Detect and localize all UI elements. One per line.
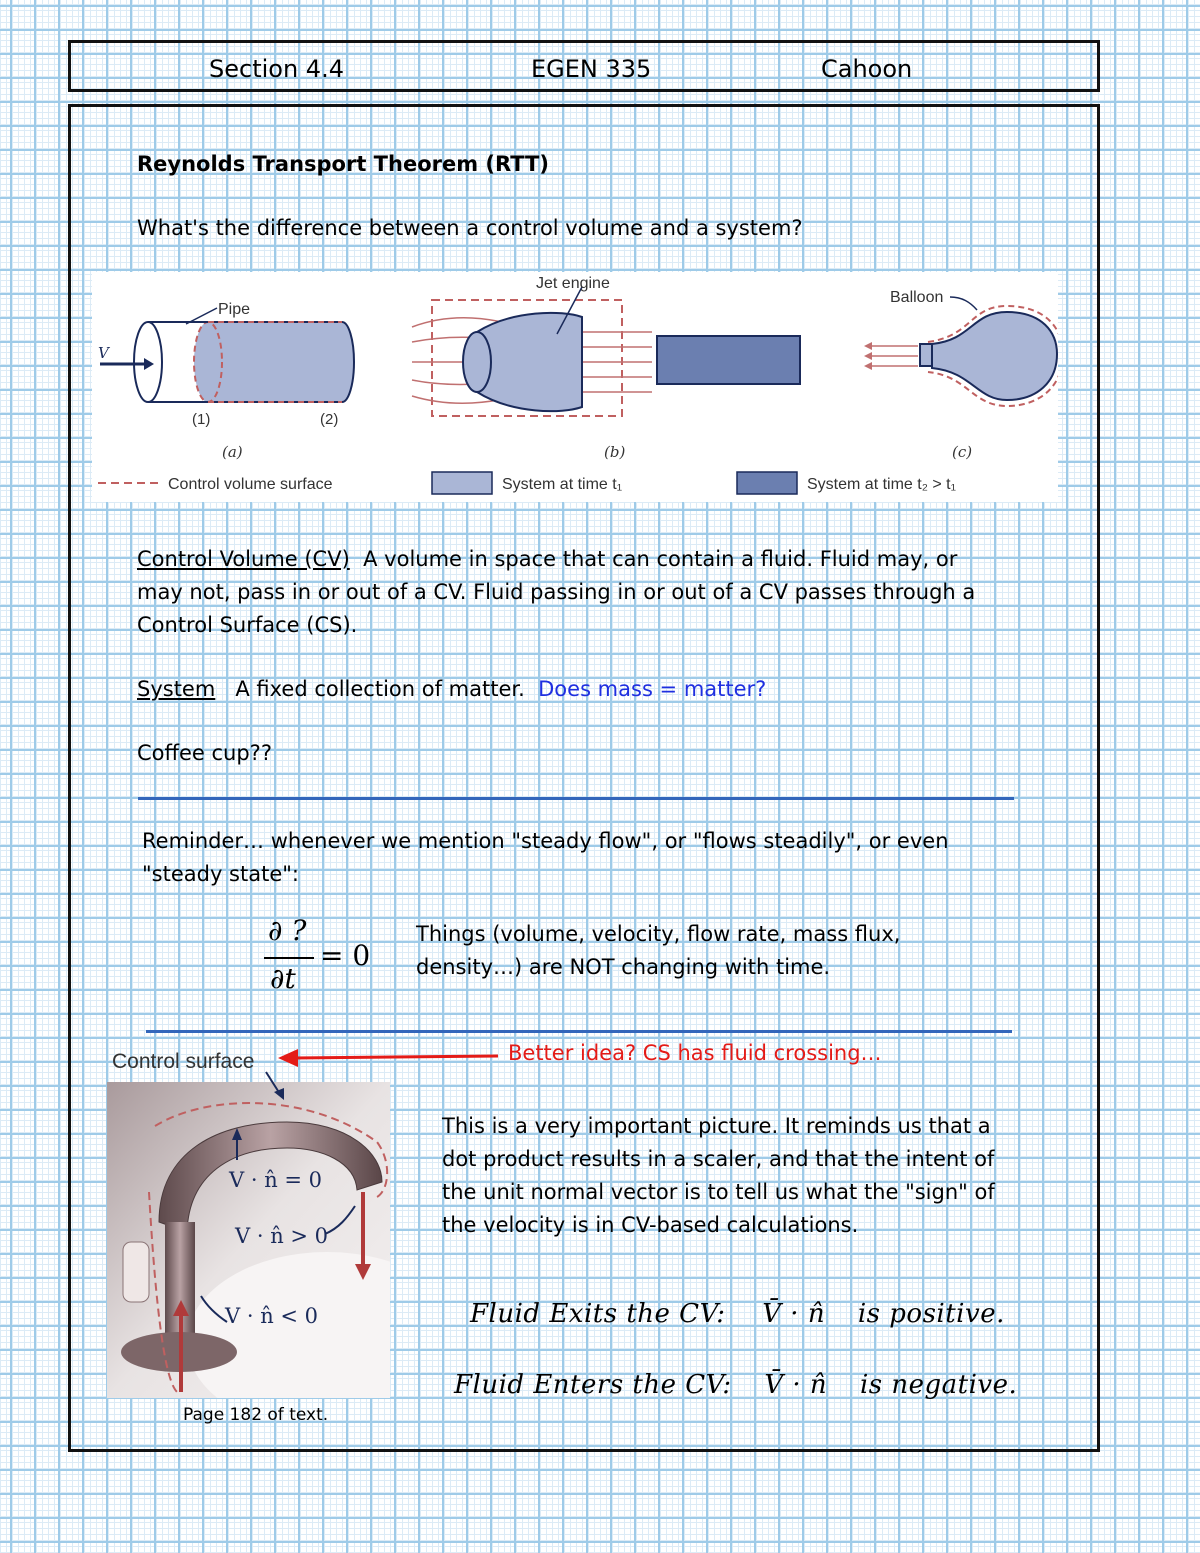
cv-line-3: Control Surface (CS).	[137, 613, 358, 637]
important-line-3: the unit normal vector is to tell us what the "sign" of	[442, 1180, 995, 1204]
page-reference: Page 182 of text.	[183, 1405, 329, 1425]
things-line-2: density…) are NOT changing with time.	[416, 955, 831, 979]
cv-line-1	[137, 543, 1017, 576]
caption-b: (b)	[604, 443, 626, 461]
system-question: Does mass = matter?	[538, 677, 767, 701]
header-section: Section 4.4	[209, 55, 344, 83]
pipe-label: Pipe	[218, 301, 251, 318]
reminder-line-2: "steady state":	[142, 862, 299, 886]
exits-expr: V̄ · n̂	[762, 1299, 826, 1329]
better-idea-arrow	[276, 1043, 506, 1073]
cv-term: Control Volume (CV)	[137, 547, 350, 571]
important-line-1: This is a very important picture. It reminds us that a	[442, 1114, 991, 1138]
pipe-drawing	[100, 308, 354, 402]
control-surface-label: Control surface	[112, 1050, 255, 1073]
divider-1	[138, 797, 1014, 800]
cv-definition	[137, 543, 1017, 642]
cv-line-2: may not, pass in or out of a CV. Fluid passing in or out of a CV passes through a	[137, 580, 976, 604]
exits-text: Fluid Exits the CV:	[470, 1299, 726, 1329]
faucet-photo	[107, 1082, 390, 1398]
system-definition	[137, 673, 766, 706]
eq-denominator: ∂t	[270, 962, 296, 995]
steady-equation	[262, 912, 382, 1002]
balloon-label: Balloon	[890, 289, 944, 306]
caption-a: (a)	[222, 443, 243, 461]
system-text: A fixed collection of matter.	[235, 677, 525, 701]
pos2-label: (2)	[320, 411, 339, 428]
jet-engine-label: Jet engine	[536, 275, 610, 292]
vn-negative-label: V · n̂ < 0	[225, 1304, 319, 1328]
vn-positive-label: V · n̂ > 0	[235, 1224, 329, 1248]
legend-t2-swatch	[737, 472, 797, 494]
eq-rhs: = 0	[320, 939, 371, 972]
system-term: System	[137, 677, 216, 701]
important-line-2: dot product results in a scaler, and that the intent of	[442, 1147, 995, 1171]
page-title: Reynolds Transport Theorem (RTT)	[137, 152, 549, 176]
important-text	[442, 1110, 995, 1242]
balloon-drawing	[864, 297, 1058, 406]
enters-text: Fluid Enters the CV:	[454, 1370, 732, 1400]
cv-text-1: A volume in space that can contain a fluid. Fluid may, or	[363, 547, 958, 571]
header-author: Cahoon	[821, 55, 913, 83]
eq-numerator: ∂ ?	[268, 914, 307, 947]
exits-statement	[470, 1299, 1005, 1329]
caption-c: (c)	[952, 443, 973, 461]
cv-system-diagram	[92, 272, 1058, 502]
legend-t2-label: System at time t₂ > t₁	[807, 476, 956, 493]
coffee-cup: Coffee cup??	[137, 741, 272, 765]
important-line-4: the velocity is in CV-based calculations.	[442, 1213, 859, 1237]
enters-statement	[454, 1370, 1017, 1400]
vn-zero-label: V · n̂ = 0	[229, 1168, 323, 1192]
things-line-1: Things (volume, velocity, flow rate, mass flux,	[416, 922, 901, 946]
exits-result: is positive.	[857, 1299, 1005, 1329]
legend-t1-swatch	[432, 472, 492, 494]
pos1-label: (1)	[192, 411, 211, 428]
intro-question: What's the difference between a control volume and a system?	[137, 216, 803, 240]
eq-fraction-bar	[264, 957, 314, 959]
v-label: V	[98, 344, 109, 362]
enters-expr: V̄ · n̂	[764, 1370, 828, 1400]
legend-cv-label: Control volume surface	[168, 476, 333, 493]
legend-t1-label: System at time t₁	[502, 476, 623, 493]
header-course: EGEN 335	[531, 55, 652, 83]
better-idea-text: Better idea? CS has fluid crossing…	[508, 1041, 882, 1065]
reminder-line-1: Reminder… whenever we mention "steady flow", or "flows steadily", or even	[142, 829, 949, 853]
things-text	[416, 918, 900, 984]
jet-engine-drawing	[412, 287, 800, 416]
divider-2	[146, 1030, 1012, 1033]
control-surface-pointer	[262, 1070, 292, 1102]
cv-system-figure	[92, 272, 1058, 502]
header-bar	[68, 40, 1100, 92]
enters-result: is negative.	[859, 1370, 1018, 1400]
